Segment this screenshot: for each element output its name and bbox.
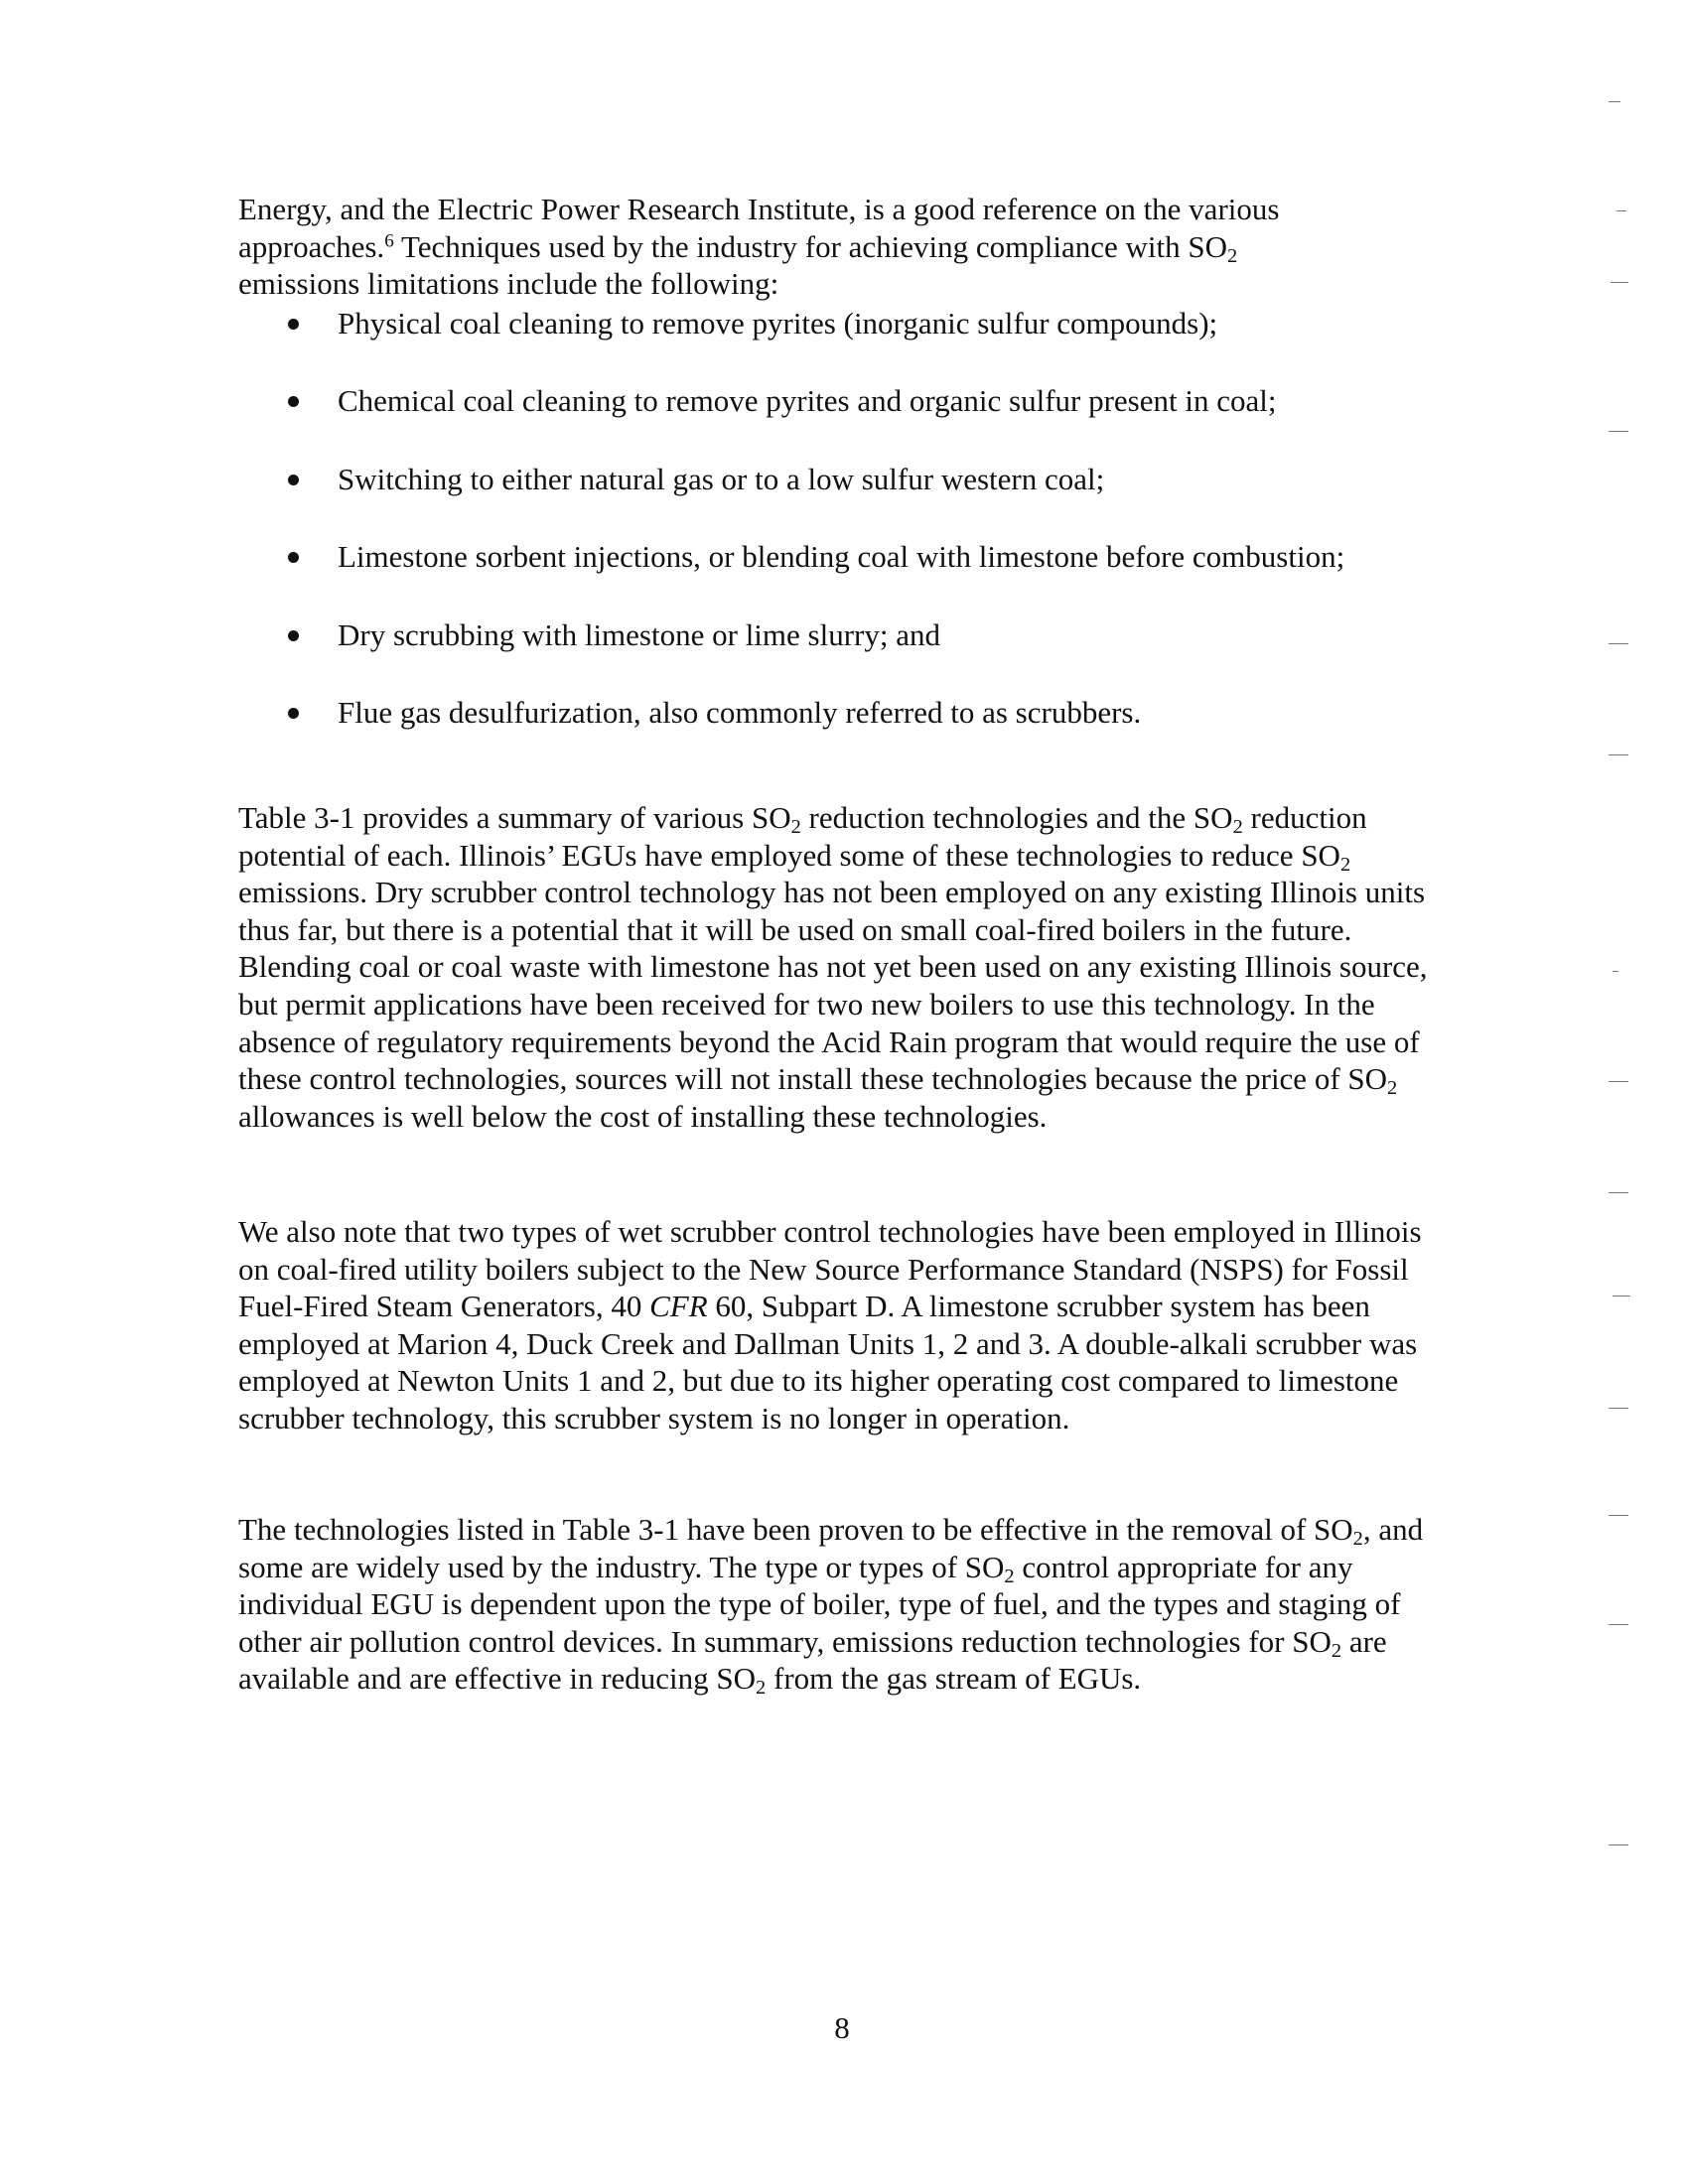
scan-mark xyxy=(1609,1408,1628,1409)
compliance-techniques-list xyxy=(238,305,1489,771)
paragraph-intro xyxy=(238,191,1430,303)
scan-mark xyxy=(1609,1624,1628,1625)
paragraph-table-summary xyxy=(238,799,1430,1135)
subscript: 2 xyxy=(1227,244,1238,267)
bullet-icon xyxy=(288,396,299,407)
paragraph-wet-scrubbers xyxy=(238,1213,1430,1437)
list-item-text: Chemical coal cleaning to remove pyrites and organic sulfur present in coal; xyxy=(338,383,1277,419)
scan-mark xyxy=(1609,643,1628,644)
subscript: 2 xyxy=(790,816,801,839)
text-run: from the gas stream of EGUs. xyxy=(766,1661,1142,1697)
list-item-text: Limestone sorbent injections, or blending coal with limestone before combustion; xyxy=(338,539,1345,575)
text-run: We also note that two types of wet scrubber control technologies have been employed in Illinois on coal-fired utility boilers subject to the New Source Performance Standard (NSPS) for Fossil Fuel-Fired Steam Generators, 40 xyxy=(238,1214,1422,1324)
list-item xyxy=(238,616,1489,694)
footnote-reference: 6 xyxy=(384,230,394,252)
text-run: control appropriate for any individual EGU is dependent upon the type of boiler, type of fuel, and the types and staging of other air pollution control devices. In summary, emissions reduction technologies for SO xyxy=(238,1549,1401,1659)
bullet-icon xyxy=(288,708,299,719)
scan-mark xyxy=(1609,1844,1628,1845)
paragraph-summary xyxy=(238,1511,1430,1698)
text-run: emissions limitations include the following: xyxy=(238,266,779,302)
list-item xyxy=(238,461,1489,538)
list-item-text: Physical coal cleaning to remove pyrites (inorganic sulfur compounds); xyxy=(338,306,1218,341)
bullet-icon xyxy=(288,475,299,485)
subscript: 2 xyxy=(1339,853,1351,876)
text-run: emissions. Dry scrubber control technology has not been employed on any existing Illinois units thus far, but there is a potential that it will be used on small coal-fired boilers in the future. Blending coal or coal waste with limestone has not yet been used on any existing Illinois source, but permit applications have been received for two new boilers to use this technology. In the absence of regulatory requirements beyond the Acid Rain program that would require the use of these control technologies, sources will not install these technologies because the price of SO xyxy=(238,875,1428,1097)
list-item xyxy=(238,694,1489,771)
bullet-icon xyxy=(288,630,299,641)
list-item-text: Switching to either natural gas or to a low sulfur western coal; xyxy=(338,461,1105,496)
list-item xyxy=(238,305,1489,382)
text-run: Table 3-1 provides a summary of various SO xyxy=(238,800,791,835)
text-run: allowances is well below the cost of installing these technologies. xyxy=(238,1098,1048,1134)
text-run: 60, Subpart D. A limestone scrubber system has been employed at Marion 4, Duck Creek and Dallman Units 1, 2 and 3. A double-alkali scrubber was employed at Newton Units 1 and 2, but due to its higher operating cost compared to limestone scrubber technology, this scrubber system is no longer in operation. xyxy=(238,1289,1418,1435)
subscript: 2 xyxy=(1232,816,1243,839)
list-item xyxy=(238,382,1489,460)
subscript: 2 xyxy=(1387,1077,1398,1100)
scan-mark xyxy=(1609,101,1620,102)
subscript: 2 xyxy=(1331,1639,1342,1662)
subscript: 2 xyxy=(1352,1528,1363,1551)
text-run: are available and are effective in reducing SO xyxy=(238,1623,1387,1697)
text-run: The technologies listed in Table 3-1 have been proven to be effective in the removal of SO xyxy=(238,1512,1353,1547)
scan-mark xyxy=(1609,1081,1628,1082)
text-run: reduction technologies and the SO xyxy=(800,800,1233,835)
text-run: Energy, and the Electric Power Research Institute, is a good reference on the various xyxy=(238,192,1280,226)
bullet-icon xyxy=(288,552,299,563)
list-item xyxy=(238,538,1489,615)
scan-mark xyxy=(1609,754,1628,755)
text-run: , and some are widely used by the industry. The type or types of SO xyxy=(238,1512,1424,1584)
scan-mark xyxy=(1609,1515,1628,1516)
margin-scan-marks xyxy=(1609,0,1648,2184)
scan-mark xyxy=(1616,210,1626,211)
text-run: approaches. xyxy=(238,228,385,264)
list-item-text: Dry scrubbing with limestone or lime slurry; and xyxy=(338,616,940,652)
scan-mark xyxy=(1613,971,1618,972)
italic-text: CFR xyxy=(649,1289,708,1324)
text-run: reduction potential of each. Illinois’ EGUs have employed some of these technologies to reduce SO xyxy=(238,800,1367,873)
scan-mark xyxy=(1613,1296,1630,1297)
page-number: 8 xyxy=(834,2010,850,2045)
scan-mark xyxy=(1609,431,1628,432)
bullet-icon xyxy=(288,319,299,330)
subscript: 2 xyxy=(756,1677,767,1700)
list-item-text: Flue gas desulfurization, also commonly referred to as scrubbers. xyxy=(338,694,1142,730)
subscript: 2 xyxy=(1004,1565,1015,1587)
scan-mark xyxy=(1609,1192,1628,1193)
scan-mark xyxy=(1611,282,1628,283)
text-run: Techniques used by the industry for achieving compliance with SO xyxy=(393,228,1228,264)
